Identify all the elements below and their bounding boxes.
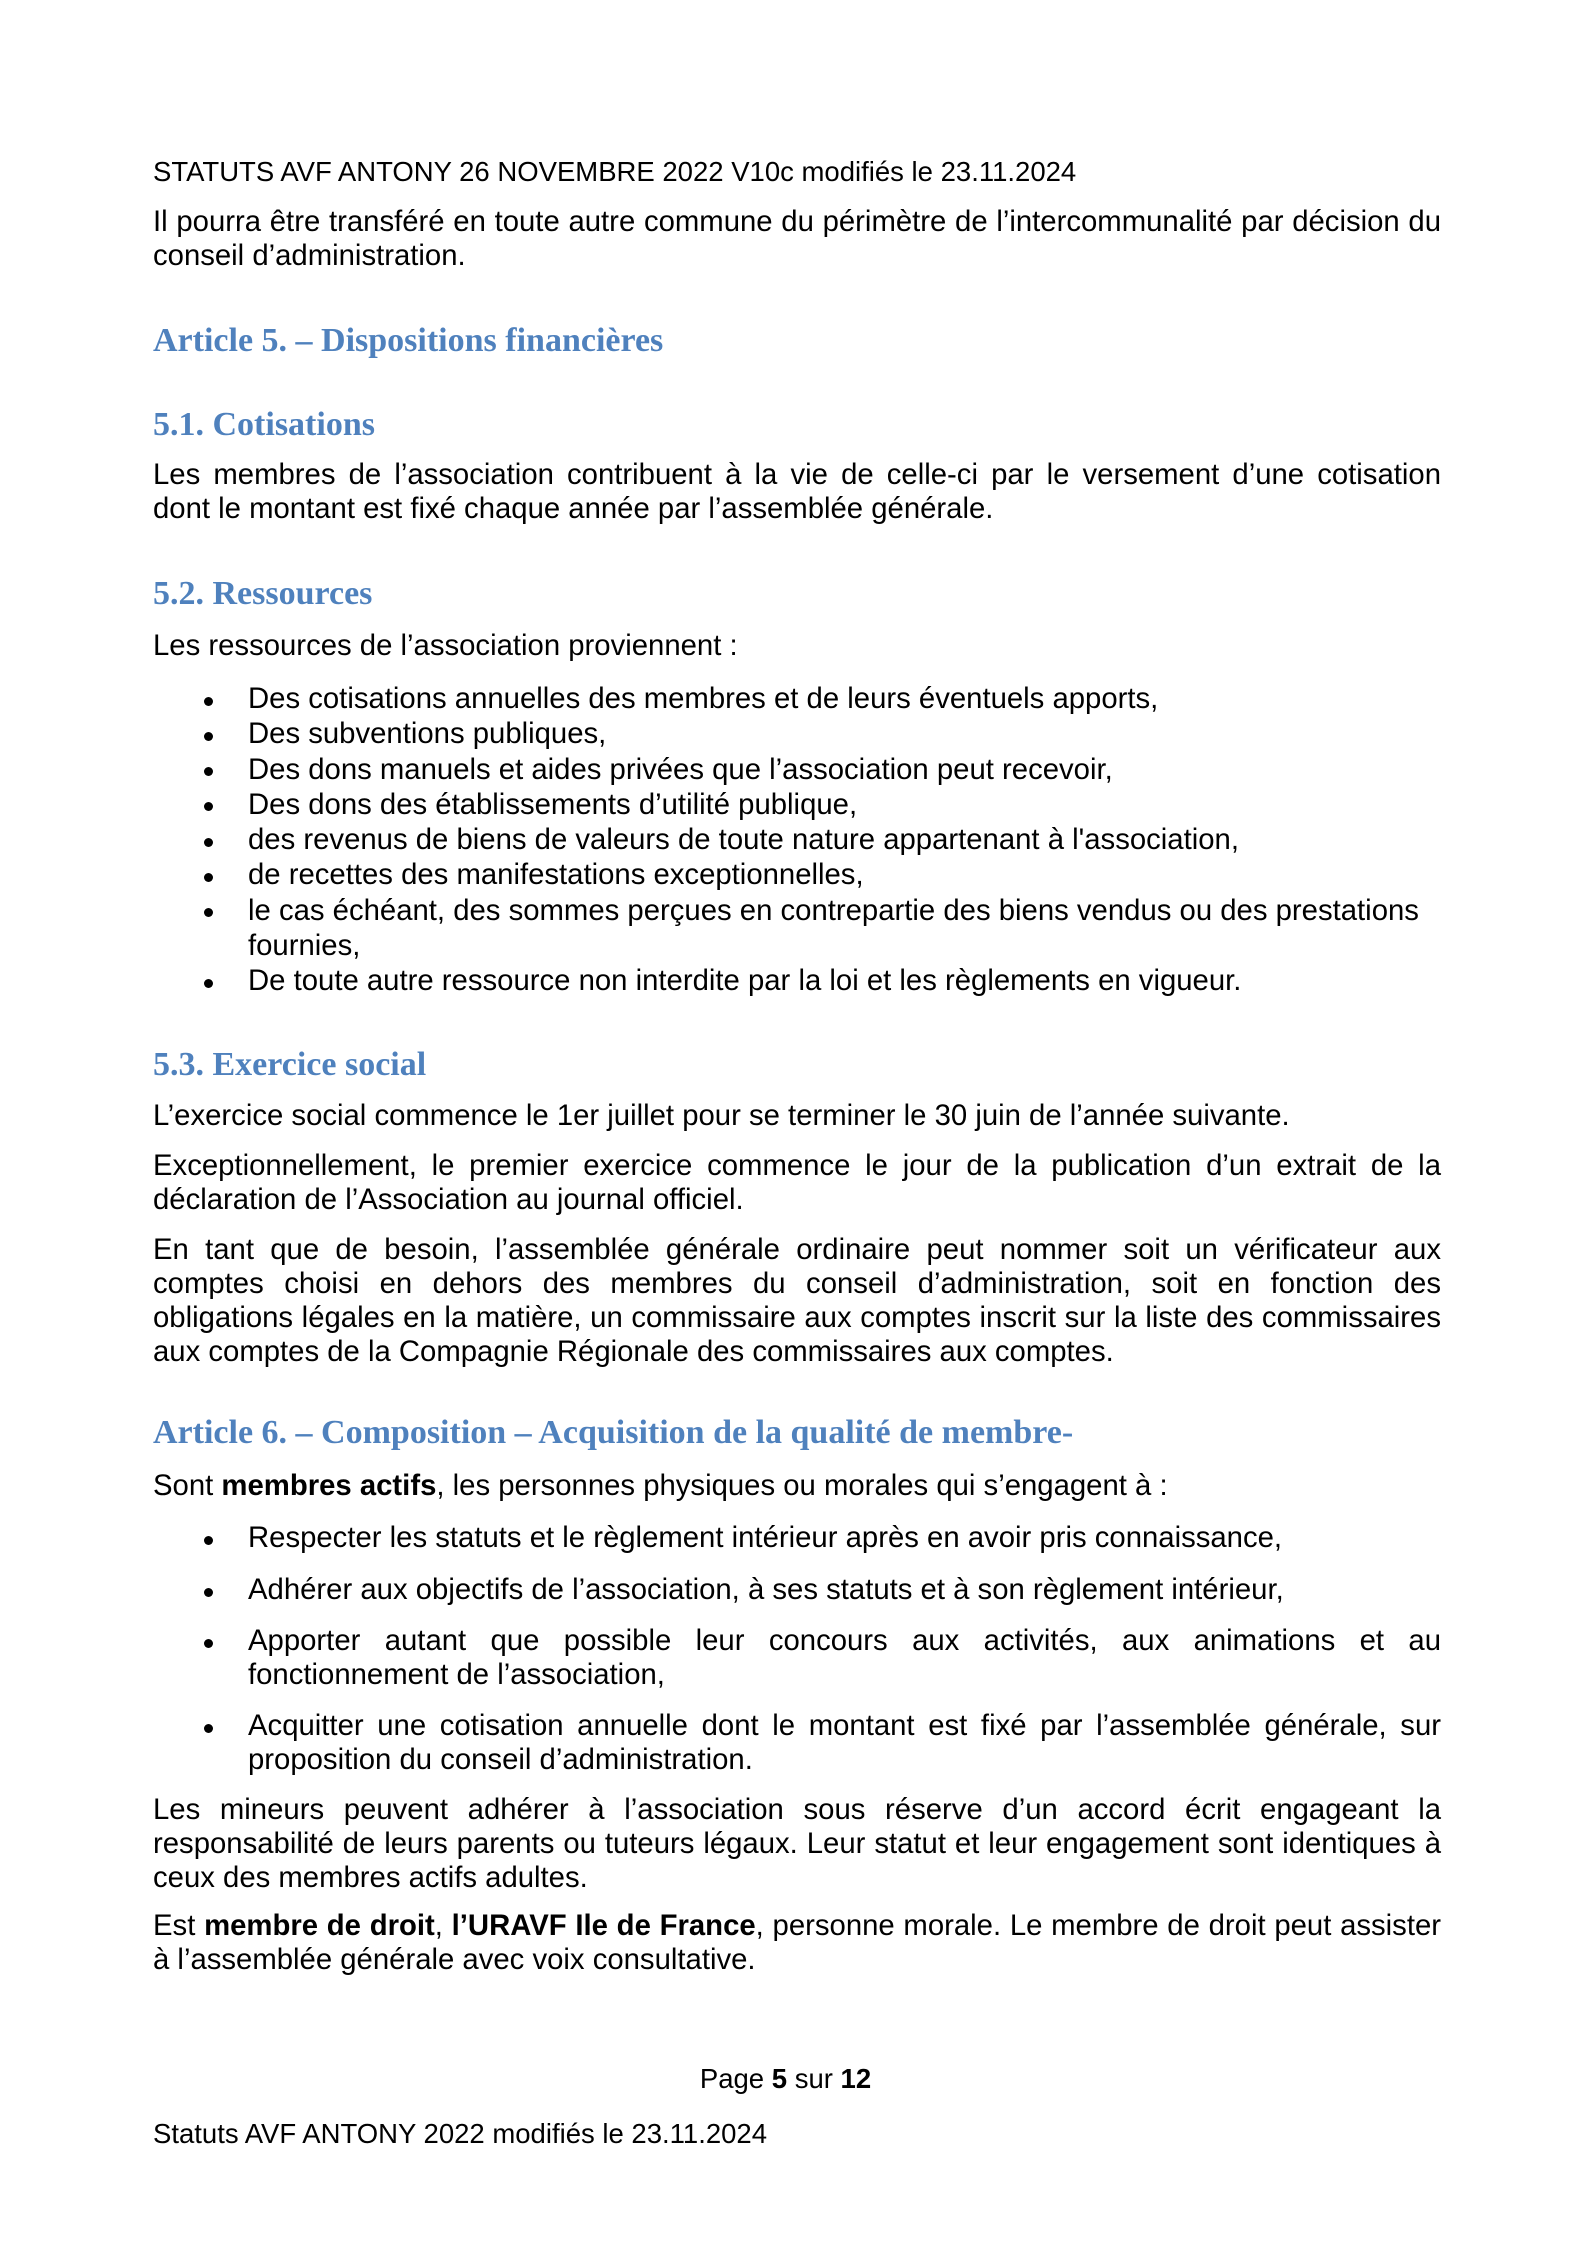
list-item-text: fournies, [248, 928, 361, 962]
paragraph-line [153, 1469, 1441, 1503]
paragraph-line: Il pourra être transféré en toute autre commune du périmètre de l’intercommunalité par décision du [153, 205, 1441, 238]
paragraph-line: En tant que de besoin, l’assemblée générale ordinaire peut nommer soit un vérificateur aux [153, 1233, 1441, 1267]
intro-paragraph [153, 205, 1441, 273]
paragraph-line: Les mineurs peuvent adhérer à l’association sous réserve d’un accord écrit engageant la [153, 1793, 1441, 1827]
article-6-heading: Article 6. – Composition – Acquisition de la qualité de membre- [153, 1414, 1074, 1452]
paragraph-line: Les ressources de l’association proviennent : [153, 629, 738, 662]
list-item [153, 893, 1441, 964]
paragraph-line: à l’assemblée générale avec voix consultative. [153, 1943, 756, 1977]
engagements-list [153, 1521, 1441, 1777]
paragraph-line: ceux des membres actifs adultes. [153, 1861, 588, 1895]
paragraph-line: aux comptes de la Compagnie Régionale des commissaires aux comptes. [153, 1335, 1114, 1369]
ressources-list [153, 681, 1441, 998]
bullet-icon [204, 979, 213, 988]
cotisations-paragraph [153, 458, 1441, 526]
page-body [153, 155, 1441, 1977]
exercice-paragraph [153, 1233, 1441, 1369]
page-number [153, 2062, 1418, 2096]
paragraph-line: Exceptionnellement, le premier exercice commence le jour de la publication d’un extrait de la [153, 1149, 1441, 1183]
list-item [153, 1521, 1441, 1555]
mineurs-paragraph [153, 1793, 1441, 1895]
membre-de-droit-paragraph [153, 1909, 1441, 1977]
paragraph-line: L’exercice social commence le 1er juillet pour se terminer le 30 juin de l’année suivante. [153, 1099, 1290, 1133]
list-item [153, 963, 1441, 998]
bullet-icon [204, 697, 213, 706]
membres-actifs-paragraph [153, 1469, 1441, 1503]
bullet-icon [204, 767, 213, 776]
exercice-paragraph [153, 1099, 1441, 1133]
bold-term: membres actifs [221, 1469, 437, 1503]
list-item [153, 1624, 1441, 1692]
paragraph-line [153, 1909, 1441, 1943]
list-item-text: De toute autre ressource non interdite par la loi et les règlements en vigueur. [248, 964, 1242, 997]
paragraph-line: comptes choisi en dehors des membres du conseil d’administration, soit en fonction des [153, 1267, 1441, 1301]
list-item-text: Des dons manuels et aides privées que l’association peut recevoir, [248, 752, 1113, 786]
list-item-text: Des cotisations annuelles des membres et de leurs éventuels apports, [248, 682, 1159, 715]
bullet-icon [204, 873, 213, 882]
list-item-text: fonctionnement de l’association, [248, 1658, 665, 1692]
paragraph-line: Les membres de l’association contribuent à la vie de celle-ci par le versement d’une cotisation [153, 458, 1441, 491]
bullet-icon [204, 1639, 213, 1648]
bullet-icon [204, 732, 213, 741]
list-item [153, 752, 1441, 787]
text-segment: , [434, 1909, 443, 1943]
list-item [153, 681, 1441, 716]
text-segment: , les personnes physiques ou morales qui s’engagent à : [436, 1469, 1168, 1503]
list-item-text: de recettes des manifestations exceptionnelles, [248, 858, 864, 892]
bullet-icon [204, 802, 213, 811]
of-label: sur [794, 2063, 833, 2094]
exercice-paragraph [153, 1149, 1441, 1217]
list-item-text: Apporter autant que possible leur concours aux activités, aux animations et au [248, 1624, 1441, 1658]
running-header: STATUTS AVF ANTONY 26 NOVEMBRE 2022 V10c modifiés le 23.11.2024 [153, 156, 1077, 187]
bullet-icon [204, 1724, 213, 1733]
list-item [153, 787, 1441, 822]
current-page: 5 [771, 2063, 788, 2094]
list-item-text: Acquitter une cotisation annuelle dont le montant est fixé par l’assemblée générale, sur [248, 1709, 1441, 1743]
list-item-text: Des dons des établissements d’utilité publique, [248, 787, 858, 821]
section-5-2-heading: 5.2. Ressources [153, 575, 373, 612]
bullet-icon [204, 1536, 213, 1545]
list-item [153, 716, 1441, 751]
bullet-icon [204, 908, 213, 917]
list-item-text: des revenus de biens de valeurs de toute nature appartenant à l'association, [248, 823, 1239, 856]
total-pages: 12 [840, 2063, 872, 2094]
bullet-icon [204, 838, 213, 847]
paragraph-line: dont le montant est fixé chaque année par l’assemblée générale. [153, 492, 994, 525]
section-5-1-heading: 5.1. Cotisations [153, 406, 375, 443]
list-item [153, 1709, 1441, 1777]
page-label: Page [699, 2063, 765, 2094]
list-item-text: Adhérer aux objectifs de l’association, à ses statuts et à son règlement intérieur, [248, 1573, 1284, 1607]
list-item [153, 857, 1441, 892]
list-item [153, 1573, 1441, 1607]
bold-term: membre de droit [204, 1909, 435, 1943]
article-5-heading: Article 5. – Dispositions financières [153, 322, 664, 359]
ressources-intro [153, 629, 1441, 663]
list-item-text: Des subventions publiques, [248, 717, 607, 751]
list-item-text: proposition du conseil d’administration. [248, 1743, 753, 1777]
paragraph-line: conseil d’administration. [153, 239, 466, 272]
section-5-3-heading: 5.3. Exercice social [153, 1046, 427, 1084]
text-segment: Sont [153, 1469, 214, 1503]
paragraph-line: déclaration de l’Association au journal officiel. [153, 1183, 744, 1217]
list-item [153, 822, 1441, 857]
list-item-text: le cas échéant, des sommes perçues en contrepartie des biens vendus ou des prestations [248, 893, 1419, 927]
bullet-icon [204, 1588, 213, 1597]
bold-entity: l’URAVF Ile de France [451, 1909, 756, 1943]
list-item-text: Respecter les statuts et le règlement intérieur après en avoir pris connaissance, [248, 1521, 1283, 1555]
text-segment: Est [153, 1909, 196, 1943]
paragraph-line: responsabilité de leurs parents ou tuteurs légaux. Leur statut et leur engagement sont identiques à [153, 1827, 1441, 1861]
text-segment: , personne morale. Le membre de droit peut assister [755, 1909, 1442, 1943]
paragraph-line: obligations légales en la matière, un commissaire aux comptes inscrit sur la liste des commissaires [153, 1301, 1441, 1335]
footer-document-title: Statuts AVF ANTONY 2022 modifiés le 23.11.2024 [153, 2118, 768, 2149]
